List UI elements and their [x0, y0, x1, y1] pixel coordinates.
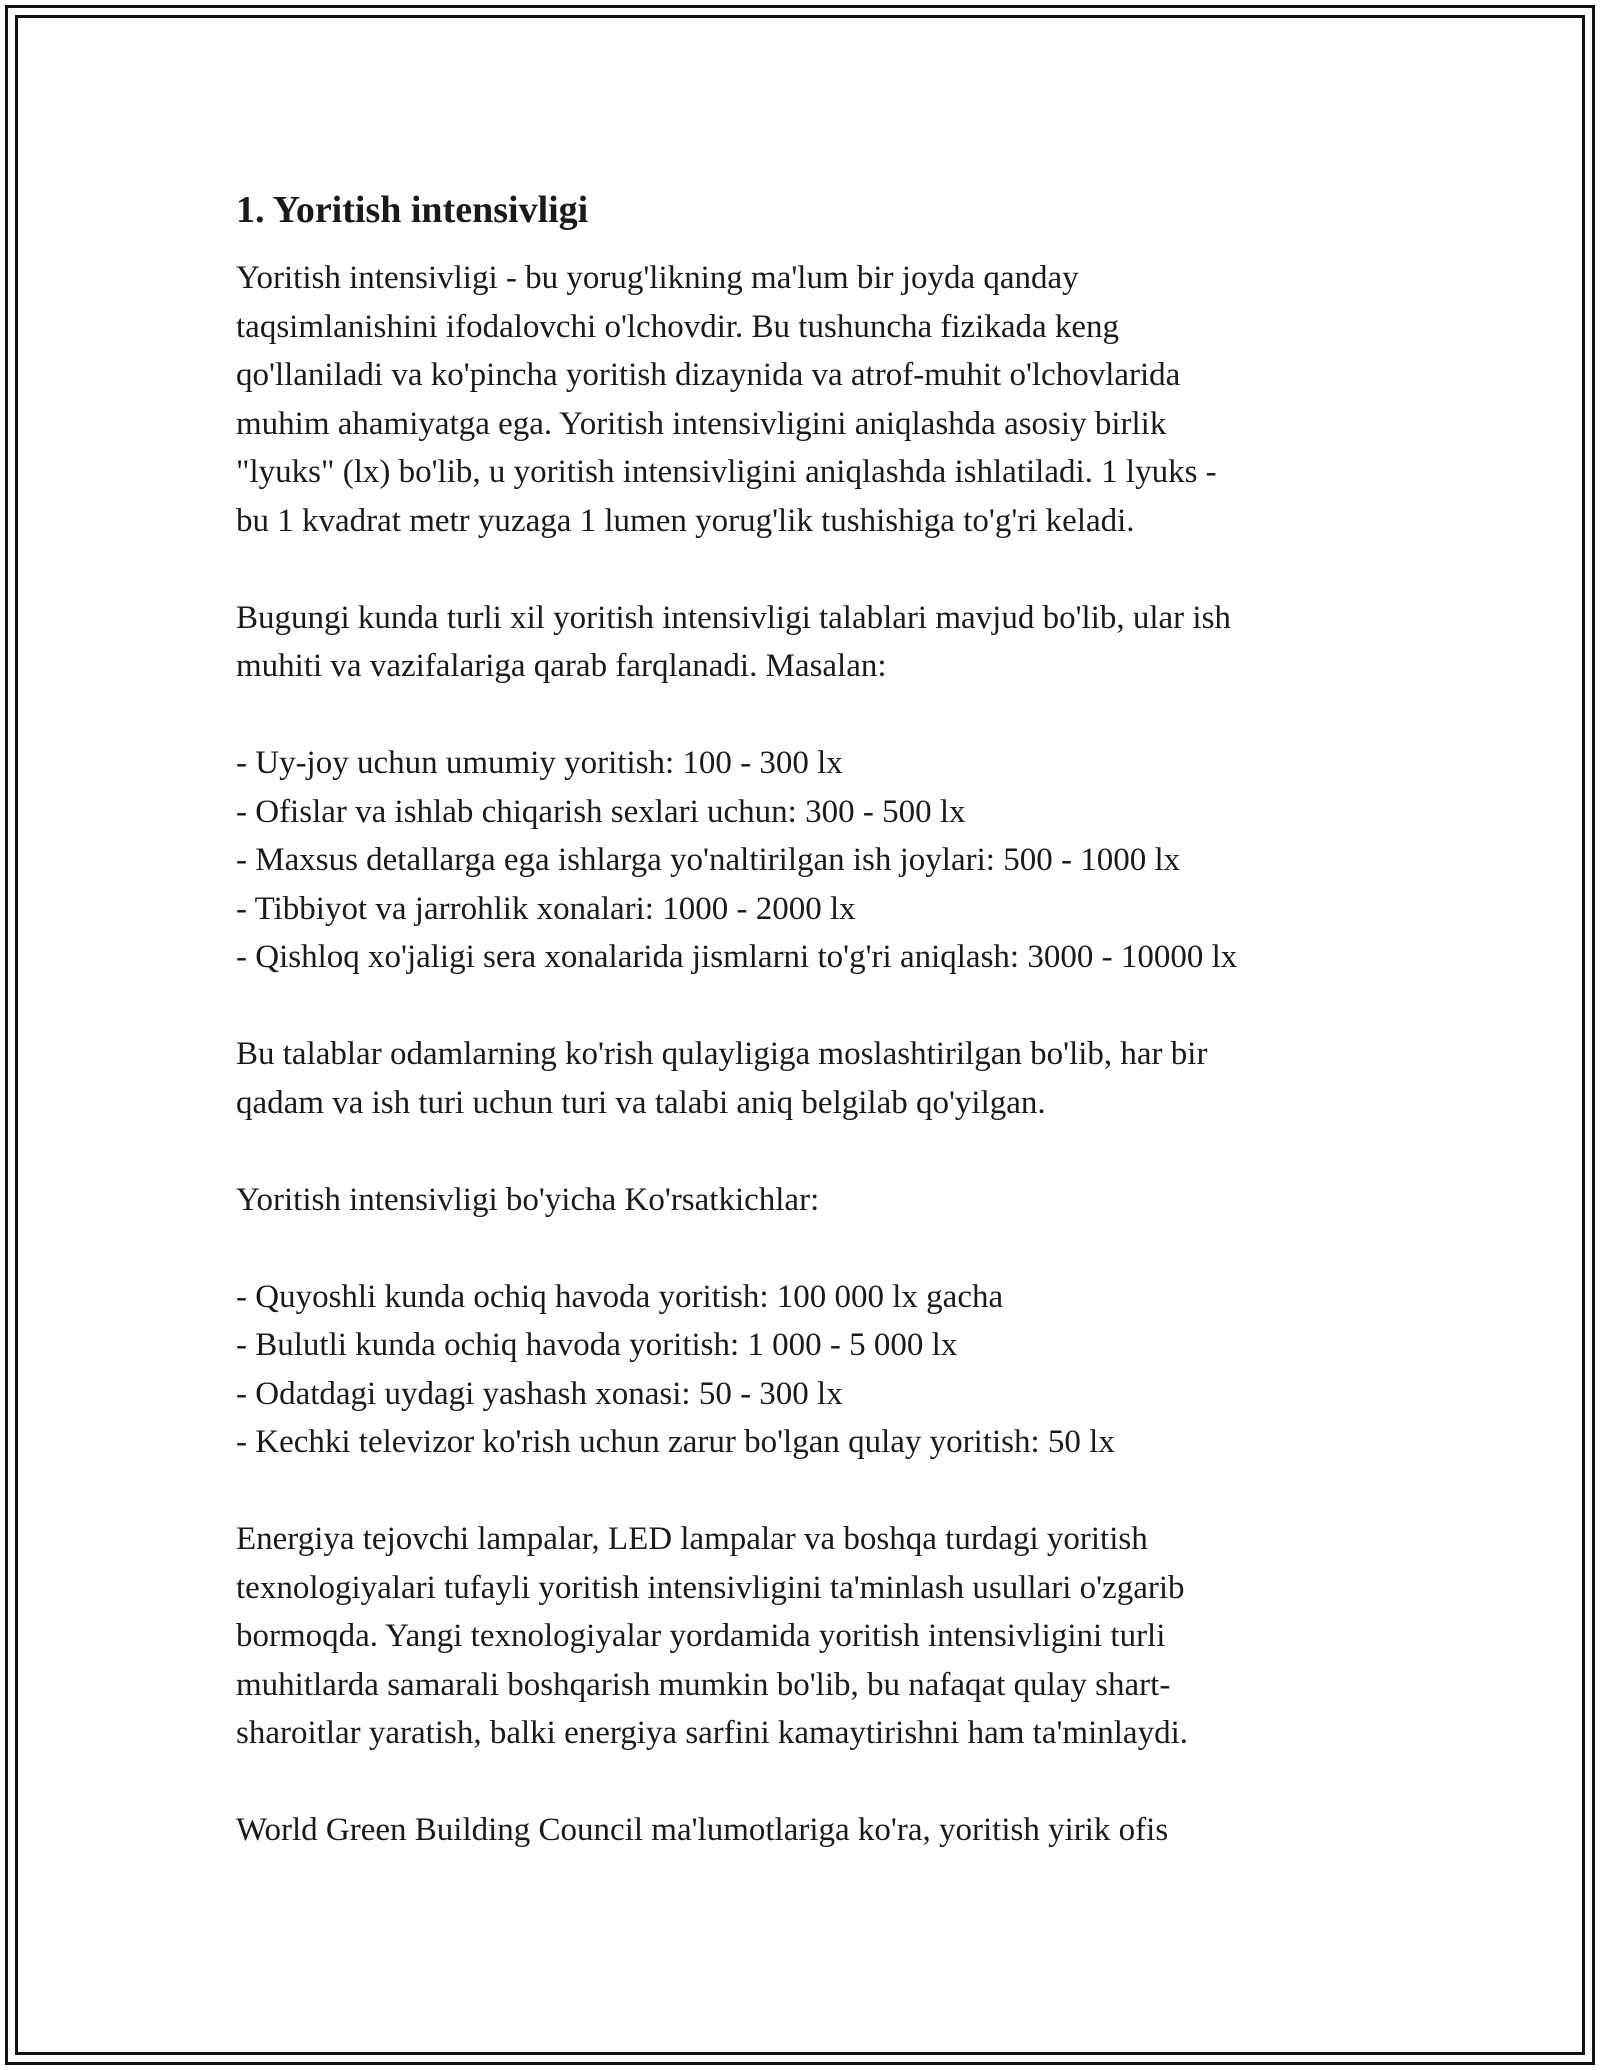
indicators-title: Yoritish intensivligi bo'yicha Ko'rsatkichlar: [236, 1181, 820, 1218]
text-line: taqsimlanishini ifodalovchi o'lchovdir. Bu tushuncha fizikada keng [236, 308, 1120, 345]
paragraph-gap [236, 1224, 1366, 1273]
text-line: qadam va ish turi uchun turi va talabi aniq belgilab qo'yilgan. [236, 1084, 1046, 1121]
text-line: "lyuks" (lx) bo'lib, u yoritish intensivligini aniqlashda ishlatiladi. 1 lyuks - [236, 454, 1217, 490]
text-line: muhitlarda samarali boshqarish mumkin bo'lib, bu nafaqat qulay shart- [236, 1666, 1171, 1703]
text-line: Bu talablar odamlarning ko'rish qulayligiga moslashtirilgan bo'lib, har bir [236, 1036, 1208, 1072]
technology-paragraph [236, 1515, 1366, 1758]
text-line: Yoritish intensivligi - bu yorug'likning ma'lum bir joyda qanday [236, 260, 1079, 296]
text-line: World Green Building Council ma'lumotlariga ko'ra, yoritish yirik ofis [236, 1812, 1169, 1848]
section-heading: 1. Yoritish intensivligi [236, 189, 589, 231]
text-line: bu 1 kvadrat metr yuzaga 1 lumen yorug'lik tushishiga to'g'ri keladi. [236, 502, 1135, 539]
list-item: - Odatdagi uydagi yashash xonasi: 50 - 300 lx [236, 1375, 843, 1412]
closing-paragraph [236, 1806, 1366, 1855]
text-line: muhiti va vazifalariga qarab farqlanadi. Masalan: [236, 648, 887, 684]
text-line: qo'llaniladi va ko'pincha yoritish dizaynida va atrof-muhit o'lchovlarida [236, 357, 1181, 393]
indicators-list [236, 1273, 1366, 1467]
list-item: - Tibbiyot va jarrohlik xonalari: 1000 - 2000 lx [236, 890, 856, 927]
paragraph-gap [236, 691, 1366, 740]
paragraph-gap [236, 545, 1366, 594]
list-item: - Maxsus detallarga ega ishlarga yo'naltirilgan ish joylari: 500 - 1000 lx [236, 842, 1181, 878]
text-line: sharoitlar yaratish, balki energiya sarfini kamaytirishni ham ta'minlaydi. [236, 1715, 1188, 1751]
text-line: bormoqda. Yangi texnologiyalar yordamida yoritish intensivligini turli [236, 1618, 1166, 1654]
paragraph-gap [236, 1127, 1366, 1176]
document-body [236, 186, 1366, 1855]
text-line: Energiya tejovchi lampalar, LED lampalar va boshqa turdagi yoritish [236, 1521, 1148, 1557]
intro-paragraph [236, 254, 1366, 545]
paragraph-gap [236, 1758, 1366, 1807]
text-line: texnologiyalari tufayli yoritish intensivligini ta'minlash usullari o'zgarib [236, 1569, 1185, 1606]
list-item: - Quyoshli kunda ochiq havoda yoritish: 100 000 lx gacha [236, 1278, 1004, 1315]
requirements-intro-paragraph [236, 594, 1366, 691]
paragraph-gap [236, 982, 1366, 1031]
list-item: - Uy-joy uchun umumiy yoritish: 100 - 300 lx [236, 745, 843, 781]
list-item: - Ofislar va ishlab chiqarish sexlari uchun: 300 - 500 lx [236, 793, 966, 830]
list-item: - Bulutli kunda ochiq havoda yoritish: 1 000 - 5 000 lx [236, 1327, 958, 1363]
list-item: - Kechki televizor ko'rish uchun zarur bo'lgan qulay yoritish: 50 lx [236, 1424, 1115, 1460]
list-item: - Qishloq xo'jaligi sera xonalarida jismlarni to'g'ri aniqlash: 3000 - 10000 lx [236, 939, 1238, 975]
text-line: muhim ahamiyatga ega. Yoritish intensivligini aniqlashda asosiy birlik [236, 405, 1167, 442]
paragraph-gap [236, 1467, 1366, 1516]
text-line: Bugungi kunda turli xil yoritish intensivligi talablari mavjud bo'lib, ular ish [236, 599, 1231, 636]
requirements-note-paragraph [236, 1030, 1366, 1127]
requirements-list [236, 739, 1366, 982]
